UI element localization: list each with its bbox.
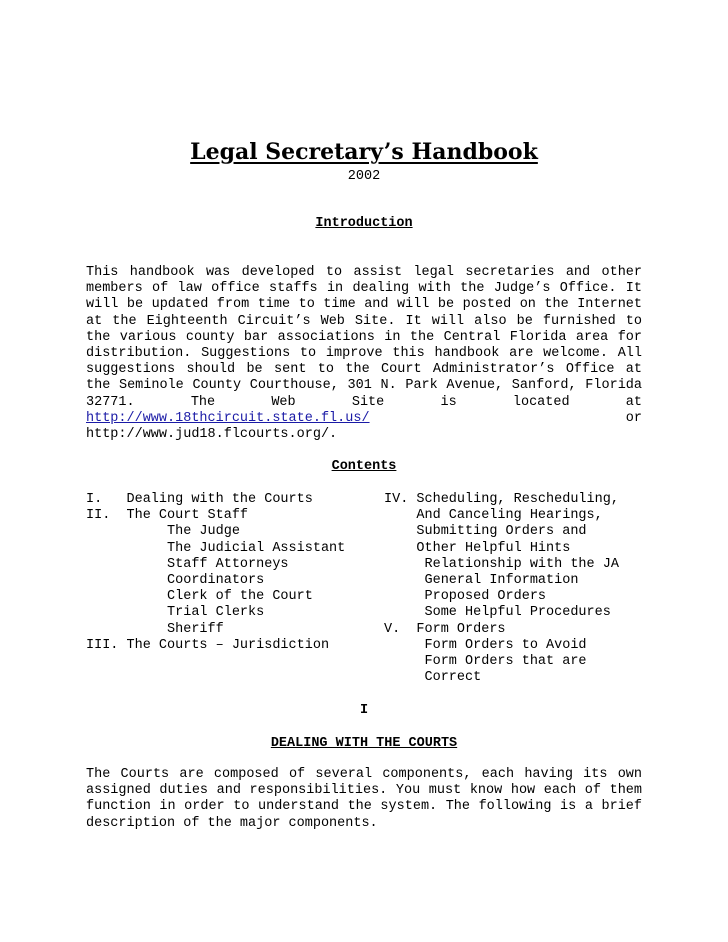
toc-item: Proposed Orders xyxy=(384,589,547,605)
section-heading: DEALING WITH THE COURTS xyxy=(270,736,458,751)
toc-item: III. The Courts – Jurisdiction xyxy=(86,637,330,653)
toc-item: Correct xyxy=(384,670,482,686)
section-number: I xyxy=(359,703,369,718)
toc-item: Submitting Orders and xyxy=(384,524,587,540)
toc-item: General Information xyxy=(384,573,579,588)
toc-item: Coordinators xyxy=(86,573,265,588)
intro-text-after-link: or http://www.jud18.flcourts.org/. xyxy=(86,410,642,443)
toc-item: The Judicial Assistant xyxy=(86,540,346,556)
toc-item: Sheriff xyxy=(86,621,224,637)
toc-item: Staff Attorneys xyxy=(86,556,289,572)
toc-item: And Canceling Hearings, xyxy=(384,508,603,524)
contents-heading: Contents xyxy=(331,459,397,474)
toc-item: The Judge xyxy=(86,524,240,540)
toc-item: V. Form Orders xyxy=(384,621,506,637)
document-year: 2002 xyxy=(347,169,381,184)
toc-item: IV. Scheduling, Rescheduling, xyxy=(384,492,619,507)
toc-item: Relationship with the JA xyxy=(384,556,619,572)
circuit-website-link[interactable]: http://www.18thcircuit.state.fl.us/ xyxy=(86,410,370,426)
toc-item: Some Helpful Procedures xyxy=(384,605,611,621)
introduction-heading: Introduction xyxy=(315,216,413,231)
introduction-paragraph xyxy=(86,265,642,443)
toc-item: Form Orders that are xyxy=(384,654,587,669)
toc-item: Clerk of the Court xyxy=(86,589,313,605)
toc-item: I. Dealing with the Courts xyxy=(86,492,313,507)
section-paragraph: The Courts are composed of several components, each having its own assigned duties and responsibilities. You must know how each of them function in order to understand the system. The following is a brief description of the major components. xyxy=(86,767,642,831)
intro-text-before-link: This handbook was developed to assist legal secretaries and other members of law office staffs in dealing with the Judge’s Office. It will be updated from time to time and will be posted on the Internet at the Eighteenth Circuit’s Web Site. It will also be furnished to the various county bar associations in the Central Florida area for distribution. Suggestions to improve this handbook are welcome. All suggestions should be sent to the Court Administrator’s Office at the Seminole County Courthouse, 301 N. Park Avenue, Sanford, Florida 32771. The Web Site is located at xyxy=(86,265,642,410)
toc-item: Other Helpful Hints xyxy=(384,540,571,556)
toc-item: Trial Clerks xyxy=(86,605,265,621)
table-of-contents xyxy=(86,492,646,692)
toc-item: Form Orders to Avoid xyxy=(384,637,587,653)
page-title: Legal Secretary’s Handbook xyxy=(190,139,538,165)
toc-item: II. The Court Staff xyxy=(86,508,249,524)
